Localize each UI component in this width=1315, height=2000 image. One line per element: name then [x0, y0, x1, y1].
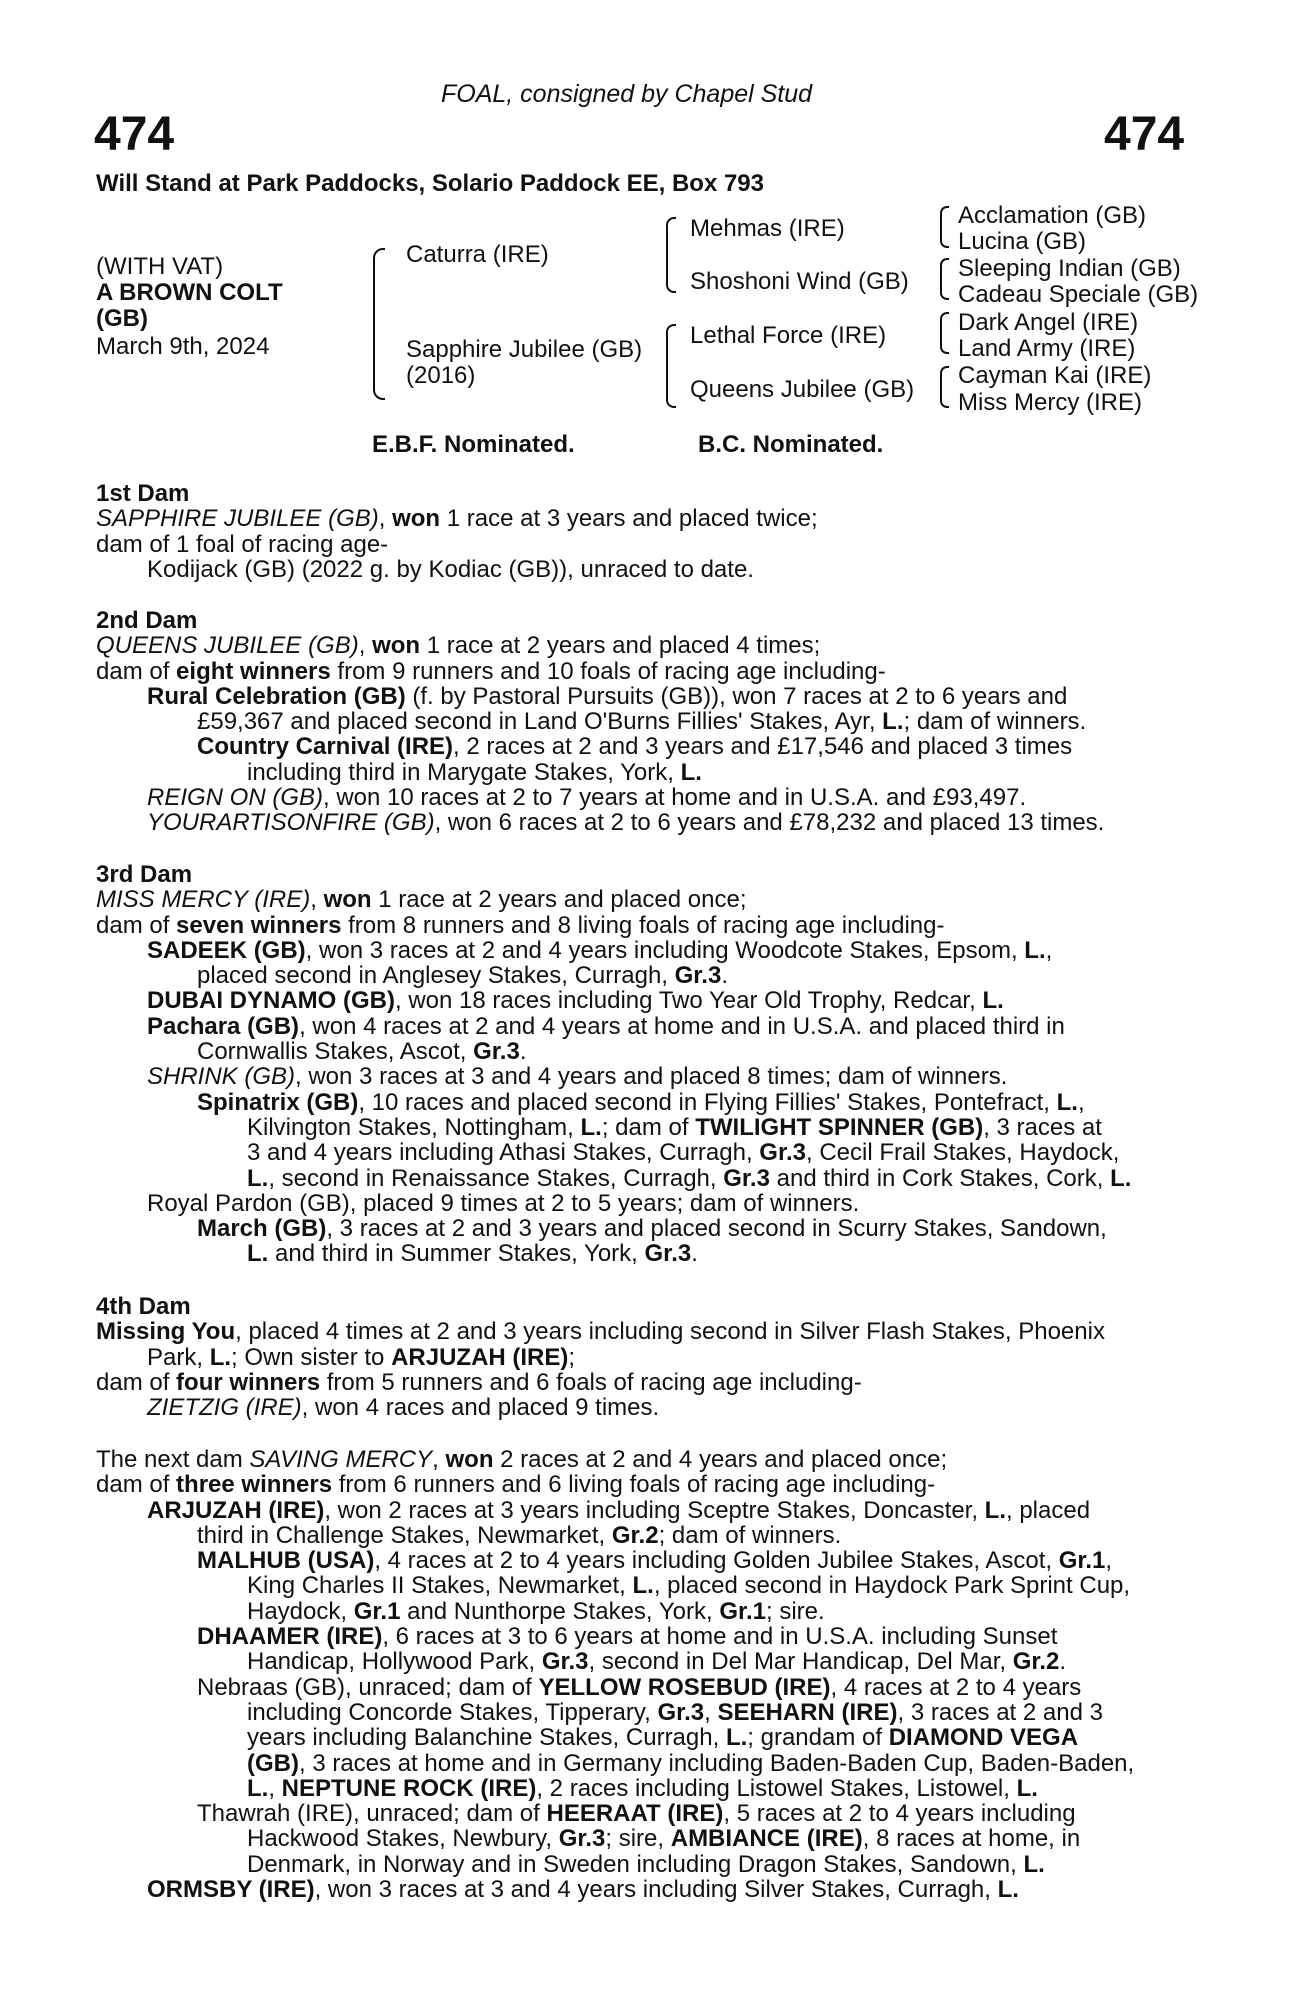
gen3-5: Dark Angel (IRE): [958, 309, 1139, 336]
text: , placed second in Haydock Park Sprint Cup,: [653, 1572, 1131, 1600]
text: 3 and 4 years including Athasi Stakes, Curragh,: [247, 1139, 760, 1167]
fourth-dam-name: Missing You: [96, 1318, 236, 1346]
progeny-name: MALHUB (USA): [197, 1547, 375, 1575]
grade: L.: [882, 708, 904, 736]
bc-nomination: B.C. Nominated.: [698, 431, 884, 458]
text: Haydock,: [247, 1597, 354, 1625]
gen3-4: Cadeau Speciale (GB): [958, 281, 1199, 308]
winners-count: three winners: [176, 1471, 333, 1499]
progeny-record: , 10 races and placed second in Flying Fillies' Stakes, Pontefract,: [358, 1088, 1057, 1116]
text: £59,367 and placed second in Land O'Burns Fillies' Stakes, Ayr,: [197, 708, 883, 736]
progeny-record: , 4 races at 2 to 4 years including Golden Jubilee Stakes, Ascot,: [374, 1547, 1059, 1575]
consignor-line: FOAL, consigned by Chapel Stud: [441, 80, 813, 108]
sire-name: Caturra (IRE): [406, 241, 549, 268]
sire-sire: Mehmas (IRE): [690, 215, 845, 242]
text: .: [1059, 1648, 1067, 1676]
progeny-name: (GB): [247, 1749, 299, 1777]
first-dam-record: 1 race at 3 years and placed twice;: [440, 505, 818, 533]
first-dam-produce: dam of 1 foal of racing age-: [96, 530, 389, 558]
dam-sire: Lethal Force (IRE): [690, 322, 887, 349]
text: including third in Marygate Stakes, York,: [247, 758, 681, 786]
progeny-name: TWILIGHT SPINNER (GB): [695, 1113, 984, 1141]
grade: Gr.3: [723, 1164, 770, 1192]
text: .: [721, 962, 728, 990]
text: and third in Summer Stakes, York,: [268, 1240, 645, 1268]
brace-g2: [940, 258, 949, 300]
text: and third in Cork Stakes, Cork,: [769, 1164, 1111, 1192]
text: ,: [1077, 1088, 1085, 1116]
text: dam of: [96, 1368, 177, 1396]
grade: L.: [1016, 1774, 1038, 1802]
text: ,: [1105, 1547, 1113, 1575]
brace-g4: [940, 366, 949, 408]
text: dam of: [96, 657, 177, 685]
progeny-name: ARJUZAH (IRE): [391, 1343, 569, 1371]
text: Handicap, Hollywood Park,: [247, 1648, 542, 1676]
brace-main: [373, 248, 385, 400]
grade: Gr.3: [473, 1038, 520, 1066]
third-dam-record: 1 race at 2 years and placed once;: [371, 886, 747, 914]
won-label: won: [445, 1446, 494, 1473]
subject-name: A BROWN COLT: [96, 279, 283, 306]
text: Cornwallis Stakes, Ascot,: [197, 1038, 474, 1066]
text: , second in Del Mar Handicap, Del Mar,: [588, 1648, 1013, 1676]
text: years including Balanchine Stakes, Curragh,: [247, 1724, 726, 1752]
sire-dam: Shoshoni Wind (GB): [690, 268, 909, 295]
brace-g3: [940, 312, 949, 354]
next-dam-section: [96, 1447, 1190, 1902]
text: ,: [1045, 936, 1053, 964]
progeny-name: SEEHARN (IRE): [717, 1698, 898, 1726]
grade: L.: [1110, 1164, 1132, 1192]
winners-count: four winners: [176, 1368, 321, 1396]
text: dam of: [96, 911, 177, 939]
grade: Gr.3: [759, 1139, 806, 1167]
fourth-dam-section: [96, 1294, 1190, 1420]
winners-count: seven winners: [176, 911, 342, 939]
vat-note: (WITH VAT): [96, 253, 224, 280]
text: placed second in Anglesey Stakes, Curragh,: [197, 962, 675, 990]
text: and Nunthorpe Stakes, York,: [400, 1597, 720, 1625]
text: , placed: [1006, 1496, 1091, 1524]
dam-year: (2016): [406, 362, 476, 389]
progeny-name: SHRINK (GB): [147, 1063, 296, 1091]
second-dam-section: 2nd Dam QUEENS JUBILEE (GB), won 1 race at 2 years and placed 4 times; dam of eight winners from 9 runners and 10 foals of racing age including- Rural Celebration (GB) (f. by Pastoral Pursuits (GB)), won 7 races at 2 to 6 years and £59,367 and placed second in Land O'Burns Fillies' Stakes, Ayr, L.; dam of winners. Country Carnival (IRE), 2 races at 2 and 3 years and £17,546 and placed 3 times including third in Marygate Stakes, York, L. REIGN ON (GB), won 10 races at 2 to 7 years at home and in U.S.A. and £93,497. YOURARTISONFIRE (GB), won 6 races at 2 to 6 years and £78,232 and placed 13 times.: [96, 608, 1190, 836]
grade: L.: [247, 1164, 269, 1192]
third-dam-section: 3rd Dam MISS MERCY (IRE), won 1 race at 2 years and placed once; dam of seven winners from 8 runners and 8 living foals of racing age including- SADEEK (GB), won 3 races at 2 and 4 years including Woodcote Stakes, Epsom, L., placed second in Anglesey Stakes, Curragh, Gr.3. DUBAI DYNAMO (GB), won 18 races including Two Year Old Trophy, Redcar, L. Pachara (GB), won 4 races at 2 and 4 years at home and in U.S.A. and placed third in Cornwallis Stakes, Ascot, Gr.3. SHRINK (GB), won 3 races at 3 and 4 years and placed 8 times; dam of winners. Spinatrix (GB), 10 races and placed second in Flying Fillies' Stakes, Pontefract, L., Kilvington Stakes, Nottingham, L.; dam of TWILIGHT SPINNER (GB), 3 races at 3 and 4 years including Athasi Stakes, Curragh, Gr.3, Cecil Frail Stakes, Haydock, L., second in Renaissance Stakes, Curragh, Gr.3 and third in Cork Stakes, Cork, L. Royal Pardon (GB), placed 9 times at 2 to 5 years; dam of winners. March (GB), 3 races at 2 and 3 years and placed second in Scurry Stakes, Sandown, L. and third in Summer Stakes, York, Gr.3.: [96, 862, 1190, 1267]
text: ; Own sister to: [231, 1343, 392, 1371]
gen3-1: Acclamation (GB): [958, 202, 1147, 229]
progeny-record: (f. by Pastoral Pursuits (GB)), won 7 races at 2 to 6 years and: [405, 682, 1068, 710]
progeny-name: DIAMOND VEGA: [888, 1724, 1079, 1752]
grade: L.: [997, 1876, 1019, 1904]
text: Thawrah (IRE), unraced; dam of: [197, 1800, 547, 1828]
text: dam of: [96, 1471, 177, 1499]
text: ,: [432, 1446, 446, 1473]
brace-dam: [666, 324, 676, 408]
text: 2 races at 2 and 4 years and placed once;: [493, 1446, 948, 1473]
progeny-name: Pachara (GB): [147, 1012, 300, 1040]
won-label: won: [392, 505, 441, 533]
subject-country: (GB): [96, 305, 148, 332]
text: , 5 races at 2 to 4 years including: [723, 1800, 1076, 1828]
progeny-record: , won 4 races at 2 and 4 years at home and in U.S.A. and placed third in: [299, 1012, 1065, 1040]
progeny-record: , won 4 races and placed 9 times.: [301, 1394, 660, 1422]
progeny-record: , won 3 races at 3 and 4 years including Silver Stakes, Curragh,: [314, 1876, 998, 1904]
progeny-name: DHAAMER (IRE): [197, 1623, 383, 1651]
text: from 9 runners and 10 foals of racing age including-: [330, 657, 886, 685]
progeny-record: , won 2 races at 3 years including Sceptre Stakes, Doncaster,: [324, 1496, 985, 1524]
progeny-name: SADEEK (GB): [147, 936, 306, 964]
grade: Gr.3: [558, 1825, 606, 1853]
won-label: won: [372, 632, 421, 660]
grade: Gr.2: [611, 1521, 659, 1549]
text: , 4 races at 2 to 4 years: [830, 1673, 1082, 1701]
text: , Cecil Frail Stakes, Haydock,: [806, 1139, 1120, 1167]
progeny-record: , 6 races at 3 to 6 years at home and in U.S.A. including Sunset: [382, 1623, 1058, 1651]
progeny-name: HEERAAT (IRE): [546, 1800, 724, 1828]
first-dam-name: SAPPHIRE JUBILEE (GB): [96, 505, 379, 533]
grade: L.: [247, 1774, 269, 1802]
grade: Gr.3: [674, 962, 722, 990]
text: Hackwood Stakes, Newbury,: [247, 1825, 559, 1853]
text: from 8 runners and 8 living foals of racing age including-: [341, 911, 945, 939]
text: including Concorde Stakes, Tipperary,: [247, 1698, 658, 1726]
progeny-name: March (GB): [197, 1215, 327, 1243]
grade: L.: [247, 1240, 269, 1268]
progeny-record: , won 10 races at 2 to 7 years at home and in U.S.A. and £93,497.: [323, 784, 1027, 812]
text: ; sire,: [605, 1825, 671, 1853]
dam-dam: Queens Jubilee (GB): [690, 376, 915, 403]
winners-count: eight winners: [176, 657, 331, 685]
first-dam-heading: 1st Dam: [96, 480, 190, 507]
stand-location: Will Stand at Park Paddocks, Solario Paddock EE, Box 793: [96, 170, 765, 197]
progeny-record: , won 6 races at 2 to 6 years and £78,232 and placed 13 times.: [434, 809, 1105, 837]
grade: L.: [1056, 1088, 1078, 1116]
progeny-name: ARJUZAH (IRE): [147, 1496, 325, 1524]
text: ; sire.: [766, 1597, 825, 1625]
grade: L.: [209, 1343, 232, 1371]
gen3-6: Land Army (IRE): [958, 335, 1136, 362]
progeny-name: YELLOW ROSEBUD (IRE): [538, 1673, 831, 1701]
grade: Gr.1: [1058, 1547, 1106, 1575]
text: , 3 races at home and in Germany including Baden-Baden Cup, Baden-Baden,: [298, 1749, 1135, 1777]
text: from 5 runners and 6 foals of racing age including-: [320, 1368, 862, 1396]
text: , second in Renaissance Stakes, Curragh,: [268, 1164, 724, 1192]
next-dam-name: SAVING MERCY: [249, 1446, 433, 1473]
grade: Gr.3: [644, 1240, 692, 1268]
third-dam-heading: 3rd Dam: [96, 861, 193, 888]
text: Park,: [147, 1343, 210, 1371]
grade: L.: [1023, 1850, 1045, 1878]
subject-dob: March 9th, 2024: [96, 333, 270, 360]
text: Denmark, in Norway and in Sweden including Dragon Stakes, Sandown,: [247, 1850, 1024, 1878]
progeny-name: ZIETZIG (IRE): [147, 1394, 302, 1422]
text: from 6 runners and 6 living foals of racing age including-: [332, 1471, 936, 1499]
second-dam-heading: 2nd Dam: [96, 607, 198, 634]
text: , 8 races at home, in: [862, 1825, 1081, 1853]
text: .: [691, 1240, 698, 1268]
progeny-name: Spinatrix (GB): [197, 1088, 359, 1116]
progeny-record: , won 18 races including Two Year Old Trophy, Redcar,: [394, 987, 983, 1015]
progeny-name: YOURARTISONFIRE (GB): [147, 809, 435, 837]
fourth-dam-heading: 4th Dam: [96, 1293, 191, 1320]
text: , 3 races at: [983, 1113, 1102, 1141]
progeny-record: , won 3 races at 2 and 4 years including Woodcote Stakes, Epsom,: [305, 936, 1025, 964]
first-dam-section: 1st Dam SAPPHIRE JUBILEE (GB), won 1 race at 3 years and placed twice; dam of 1 foal of racing age- Kodijack (GB) (2022 g. by Kodiac (GB)), unraced to date.: [96, 481, 1190, 582]
text: ; dam of winners.: [658, 1521, 842, 1549]
progeny-record: , 2 races at 2 and 3 years and £17,546 and placed 3 times: [453, 733, 1073, 761]
grade: L.: [725, 1724, 748, 1752]
progeny-name: Country Carnival (IRE): [197, 733, 454, 761]
brace-g1: [940, 206, 949, 248]
third-dam-name: MISS MERCY (IRE): [96, 886, 311, 914]
grade: L.: [984, 1496, 1006, 1524]
text: ,: [268, 1774, 282, 1802]
grade: Gr.2: [1012, 1648, 1060, 1676]
grade: Gr.1: [353, 1597, 401, 1625]
text: Nebraas (GB), unraced; dam of: [197, 1673, 539, 1701]
progeny-name: AMBIANCE (IRE): [670, 1825, 863, 1853]
text: ; dam of winners.: [903, 708, 1087, 736]
brace-sire: [666, 217, 676, 293]
progeny-name: NEPTUNE ROCK (IRE): [281, 1774, 537, 1802]
lot-number-left: 474: [94, 108, 175, 161]
progeny-record: , won 3 races at 3 and 4 years and placed 8 times; dam of winners.: [295, 1063, 1008, 1091]
text: The next dam: [96, 1446, 250, 1473]
grade: Gr.1: [719, 1597, 767, 1625]
ebf-nomination: E.B.F. Nominated.: [372, 431, 575, 458]
progeny-name: ORMSBY (IRE): [147, 1876, 315, 1904]
grade: L.: [580, 1113, 602, 1141]
progeny-name: DUBAI DYNAMO (GB): [147, 987, 395, 1015]
progeny-name: REIGN ON (GB): [147, 784, 324, 812]
text: Kilvington Stakes, Nottingham,: [247, 1113, 581, 1141]
grade: Gr.3: [541, 1648, 589, 1676]
lot-number-right: 474: [1104, 108, 1185, 161]
grade: Gr.3: [657, 1698, 705, 1726]
second-dam-record: 1 race at 2 years and placed 4 times;: [420, 632, 821, 660]
text: ;: [568, 1343, 576, 1371]
grade: L.: [1024, 936, 1046, 964]
gen3-2: Lucina (GB): [958, 228, 1087, 255]
second-dam-name: QUEENS JUBILEE (GB): [96, 632, 359, 660]
progeny-name: Rural Celebration (GB): [147, 682, 406, 710]
text: ,: [704, 1698, 718, 1726]
text: ; grandam of: [747, 1724, 889, 1752]
dam-name: Sapphire Jubilee (GB): [406, 336, 643, 363]
progeny-record: Royal Pardon (GB), placed 9 times at 2 to 5 years; dam of winners.: [147, 1189, 860, 1217]
text: , 2 races including Listowel Stakes, Listowel,: [536, 1774, 1017, 1802]
text: ; dam of: [601, 1113, 696, 1141]
first-dam-foal: Kodijack (GB) (2022 g. by Kodiac (GB)), unraced to date.: [147, 555, 754, 583]
won-label: won: [323, 886, 372, 914]
gen3-8: Miss Mercy (IRE): [958, 389, 1142, 416]
fourth-dam-record: , placed 4 times at 2 and 3 years including second in Silver Flash Stakes, Phoenix: [235, 1318, 1105, 1346]
text: third in Challenge Stakes, Newmarket,: [197, 1521, 612, 1549]
gen3-3: Sleeping Indian (GB): [958, 255, 1181, 282]
grade: L.: [982, 987, 1004, 1015]
grade: L.: [632, 1572, 654, 1600]
text: King Charles II Stakes, Newmarket,: [247, 1572, 633, 1600]
text: .: [519, 1038, 527, 1066]
grade: L.: [680, 758, 702, 786]
text: , 3 races at 2 and 3: [897, 1698, 1103, 1726]
gen3-7: Cayman Kai (IRE): [958, 362, 1152, 389]
progeny-record: , 3 races at 2 and 3 years and placed second in Scurry Stakes, Sandown,: [326, 1215, 1107, 1243]
